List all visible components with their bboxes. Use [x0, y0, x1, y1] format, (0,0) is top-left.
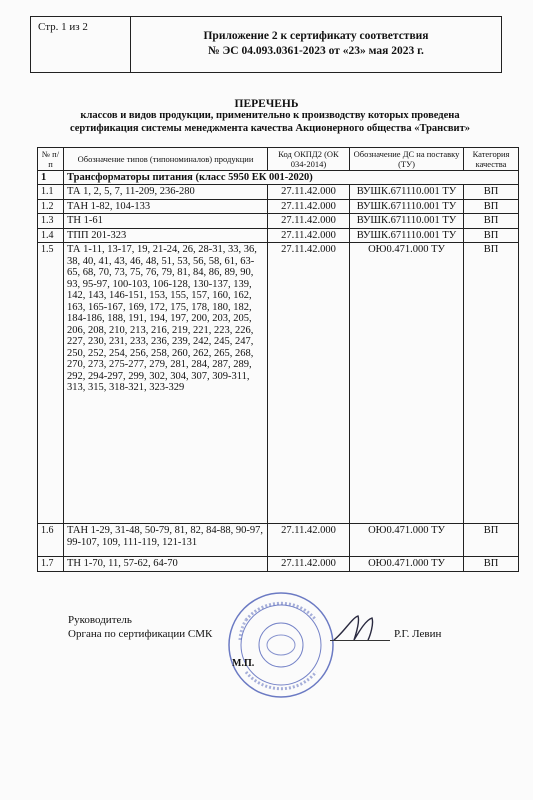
- table-row: [38, 199, 519, 214]
- row-okpd: 27.11.42.000: [268, 557, 350, 572]
- row-category: ВП: [464, 214, 519, 229]
- row-category: ВП: [464, 228, 519, 243]
- row-category: ВП: [464, 524, 519, 557]
- document-header: [30, 16, 502, 73]
- table-row: [38, 524, 519, 557]
- row-okpd: 27.11.42.000: [268, 214, 350, 229]
- row-ds: ВУШК.671110.001 ТУ: [350, 228, 464, 243]
- header-okpd: Код ОКПД2 (ОК 034-2014): [268, 148, 350, 171]
- row-ds: ВУШК.671110.001 ТУ: [350, 199, 464, 214]
- section-num: 1: [38, 171, 64, 185]
- row-category: ВП: [464, 243, 519, 524]
- row-category: ВП: [464, 557, 519, 572]
- list-subtitle: классов и видов продукции, применительно к производству которых проведена сертификация системы менеджмента качества Акционерного общества «Трансвит»: [69, 110, 471, 134]
- signatory-title: Руководитель: [68, 614, 132, 626]
- table-row: [38, 557, 519, 572]
- table-row: [38, 214, 519, 229]
- row-okpd: 27.11.42.000: [268, 524, 350, 557]
- appendix-title: [131, 17, 501, 72]
- row-okpd: 27.11.42.000: [268, 185, 350, 200]
- row-okpd: 27.11.42.000: [268, 228, 350, 243]
- table-row: [38, 185, 519, 200]
- row-name: ТАН 1-29, 31-48, 50-79, 81, 82, 84-88, 90-97, 99-107, 109, 111-119, 121-131: [64, 524, 268, 557]
- header-category: Категория качества: [464, 148, 519, 171]
- row-category: ВП: [464, 199, 519, 214]
- row-ds: ОЮ0.471.000 ТУ: [350, 243, 464, 524]
- row-ds: ОЮ0.471.000 ТУ: [350, 524, 464, 557]
- header-ds: Обозначение ДС на поставку (ТУ): [350, 148, 464, 171]
- organization-stamp: [226, 590, 336, 700]
- row-name: ТА 1, 2, 5, 7, 11-209, 236-280: [64, 185, 268, 200]
- table-row: [38, 243, 519, 524]
- row-okpd: 27.11.42.000: [268, 199, 350, 214]
- signatory-org: Органа по сертификации СМК: [68, 628, 213, 640]
- seal-label: М.П.: [232, 658, 255, 669]
- appendix-line-2: № ЭС 04.093.0361-2023 от «23» мая 2023 г.: [208, 45, 424, 57]
- row-num: 1.1: [38, 185, 64, 200]
- row-ds: ВУШК.671110.001 ТУ: [350, 214, 464, 229]
- row-ds: ОЮ0.471.000 ТУ: [350, 557, 464, 572]
- row-num: 1.3: [38, 214, 64, 229]
- signature-line: [330, 640, 390, 641]
- row-num: 1.2: [38, 199, 64, 214]
- row-okpd: 27.11.42.000: [268, 243, 350, 524]
- row-num: 1.7: [38, 557, 64, 572]
- row-num: 1.6: [38, 524, 64, 557]
- section-row: [38, 171, 519, 185]
- row-name: ТН 1-70, 11, 57-62, 64-70: [64, 557, 268, 572]
- section-name: Трансформаторы питания (класс 5950 ЕК 001-2020): [64, 171, 519, 185]
- table-header-row: [38, 148, 519, 171]
- header-num: № п/п: [38, 148, 64, 171]
- table-row: [38, 228, 519, 243]
- header-name: Обозначение типов (типономиналов) продукции: [64, 148, 268, 171]
- row-name: ТН 1-61: [64, 214, 268, 229]
- page-number: Стр. 1 из 2: [31, 17, 131, 72]
- signatory-name: Р.Г. Левин: [394, 628, 442, 640]
- products-table: [37, 147, 519, 572]
- list-title: ПЕРЕЧЕНЬ: [234, 98, 299, 110]
- row-name: ТПП 201-323: [64, 228, 268, 243]
- appendix-line-1: Приложение 2 к сертификату соответствия: [203, 30, 429, 42]
- row-num: 1.5: [38, 243, 64, 524]
- row-ds: ВУШК.671110.001 ТУ: [350, 185, 464, 200]
- row-category: ВП: [464, 185, 519, 200]
- row-name: ТАН 1-82, 104-133: [64, 199, 268, 214]
- row-num: 1.4: [38, 228, 64, 243]
- row-name: ТА 1-11, 13-17, 19, 21-24, 26, 28-31, 33, 36, 38, 40, 41, 43, 46, 48, 51, 53, 56, 58, 61, 63-65, 68, 70, 73, 75, 76, 79, 81, 84, 86, 89, 90, 93, 95-97, 100-103, 106-128, 130-137, 139, 142, 143, 146-151, 153, 155, 157, 160, 162, 163, 165-167, 169, 172, 175, 178, 180, 182, 184-186, 188, 191, 194, 197, 200, 203, 205, 206, 208, 210, 213, 216, 219, 221, 223, 226, 227, 230, 231, 233, 236, 239, 242, 245, 247, 250, 252, 254, 256, 258, 260, 262, 265, 268, 270, 273, 275-277, 279, 281, 284, 287, 289, 292, 294-297, 299, 302, 304, 307, 309-311, 313, 315, 318-321, 323-329: [64, 243, 268, 524]
